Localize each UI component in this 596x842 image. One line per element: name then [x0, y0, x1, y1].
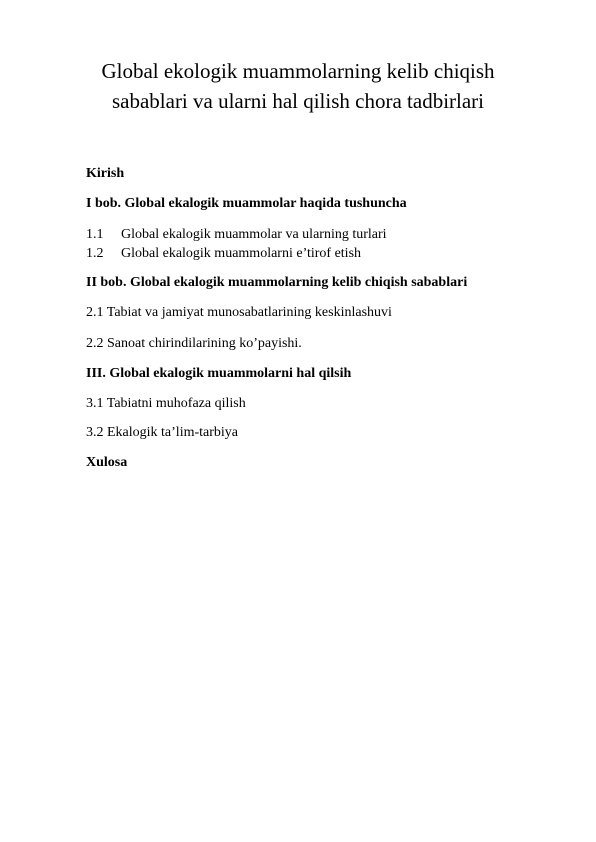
document-title	[60, 56, 536, 116]
toc-item-1-1-text: Global ekalogik muammolar va ularning turlari	[121, 227, 387, 242]
toc-item-3-1: 3.1 Tabiatni muhofaza qilish	[86, 396, 246, 411]
toc-chapter-2: II bob. Global ekalogik muammolarning kelib chiqish sabablari	[86, 275, 468, 290]
toc-item-1-1	[86, 227, 387, 243]
toc-chapter-3: III. Global ekalogik muammolarni hal qilsih	[86, 366, 352, 381]
toc-item-1-2-number: 1.2	[86, 246, 104, 261]
toc-item-2-2: 2.2 Sanoat chirindilarining ko’payishi.	[86, 336, 302, 351]
document-title-line-2: sabablari va ularni hal qilish chora tadbirlari	[111, 89, 485, 113]
toc-chapter-1: I bob. Global ekalogik muammolar haqida tushuncha	[86, 196, 407, 211]
toc-item-3-2: 3.2 Ekalogik ta’lim-tarbiya	[86, 425, 239, 440]
toc-item-2-1: 2.1 Tabiat va jamiyat munosabatlarining keskinlashuvi	[86, 305, 392, 320]
toc-conclusion: Xulosa	[86, 455, 128, 470]
toc-item-1-1-number: 1.1	[86, 227, 104, 242]
toc-intro: Kirish	[86, 166, 125, 181]
document-title-line-1: Global ekologik muammolarning kelib chiqish	[101, 59, 495, 83]
toc-item-1-2-text: Global ekalogik muammolarni e’tirof etish	[121, 246, 362, 261]
toc-item-1-2	[86, 246, 361, 262]
